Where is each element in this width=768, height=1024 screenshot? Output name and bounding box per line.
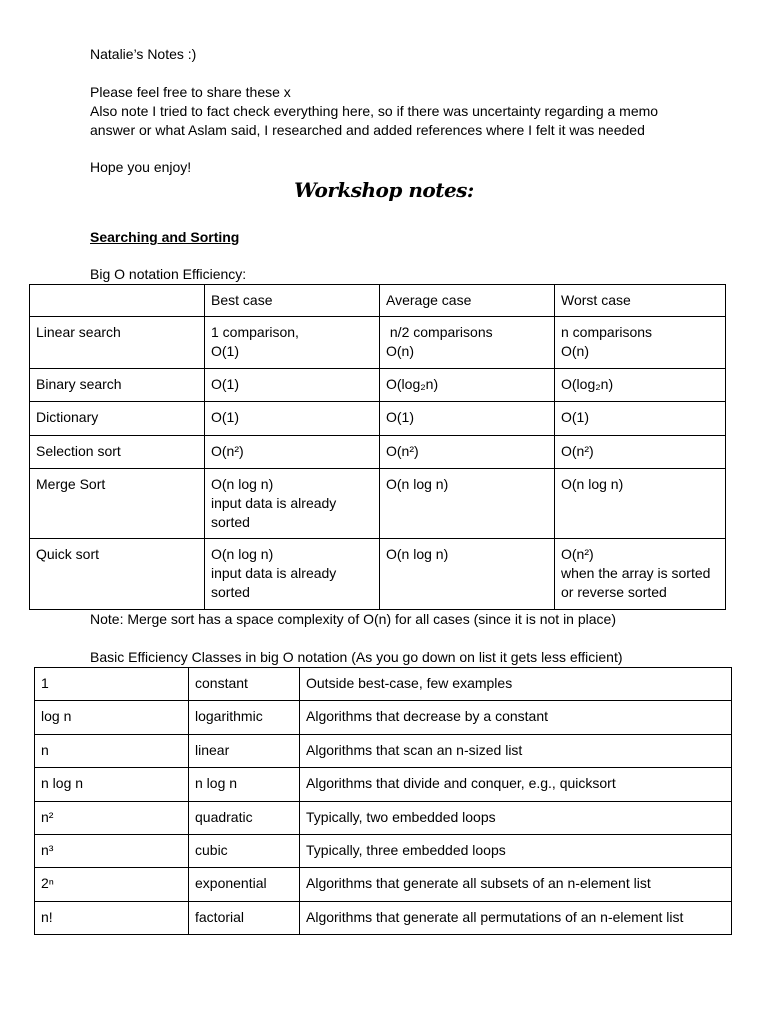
class-notation: 1 — [35, 668, 189, 701]
bigo-header-row — [30, 285, 726, 317]
average-case-cell: O(log₂n) — [380, 369, 555, 402]
note-line-1: Also note I tried to fact check everything here, so if there was uncertainty regarding a memo — [90, 103, 659, 119]
cell-line: O(n log n) — [211, 546, 274, 562]
cell-line: input data is already — [211, 495, 337, 511]
class-name: exponential — [189, 868, 300, 902]
algorithm-name: Selection sort — [30, 436, 205, 469]
cell-line: O(n) — [561, 343, 589, 359]
best-case-cell: O(n²) — [205, 436, 380, 469]
bigo-header-cell: Best case — [205, 285, 380, 317]
efficiency-classes-table — [34, 667, 732, 935]
class-description: Algorithms that divide and conquer, e.g., quicksort — [300, 768, 732, 802]
table-row — [30, 402, 726, 436]
worst-case-cell — [555, 539, 726, 610]
average-case-cell: O(n²) — [380, 436, 555, 469]
table-row — [35, 768, 732, 802]
average-case-cell: O(n log n) — [380, 539, 555, 610]
table-row — [30, 539, 726, 610]
class-name: linear — [189, 735, 300, 768]
enjoy-line: Hope you enjoy! — [90, 159, 192, 175]
cell-line: O(n log n) — [211, 476, 274, 492]
class-notation: n³ — [35, 835, 189, 868]
table-row — [35, 835, 732, 868]
section-heading: Searching and Sorting — [90, 229, 240, 245]
cell-line: sorted — [211, 514, 250, 530]
class-name: n log n — [189, 768, 300, 802]
note-line-2: answer or what Aslam said, I researched and added references where I felt it was needed — [90, 122, 645, 138]
class-notation: n! — [35, 902, 189, 935]
table-row — [35, 802, 732, 835]
bigo-caption: Big O notation Efficiency: — [90, 266, 247, 282]
bigo-header-cell: Average case — [380, 285, 555, 317]
worst-case-cell: O(1) — [555, 402, 726, 436]
class-description: Typically, two embedded loops — [300, 802, 732, 835]
class-description: Algorithms that generate all permutations of an n-element list — [300, 902, 732, 935]
class-description: Typically, three embedded loops — [300, 835, 732, 868]
cell-line: n comparisons — [561, 324, 653, 340]
bigo-header-cell — [30, 285, 205, 317]
algorithm-name: Merge Sort — [30, 469, 205, 539]
worst-case-cell: O(n log n) — [555, 469, 726, 539]
class-name: cubic — [189, 835, 300, 868]
table-row — [30, 436, 726, 469]
merge-sort-note: Note: Merge sort has a space complexity of O(n) for all cases (since it is not in place) — [90, 611, 616, 627]
cell-line: or reverse sorted — [561, 584, 667, 600]
worst-case-cell: O(n²) — [555, 436, 726, 469]
bigo-header-cell: Worst case — [555, 285, 726, 317]
algorithm-name: Dictionary — [30, 402, 205, 436]
class-description: Algorithms that decrease by a constant — [300, 701, 732, 735]
share-line: Please feel free to share these x — [90, 84, 291, 100]
algorithm-name: Quick sort — [30, 539, 205, 610]
cell-line: when the array is sorted — [561, 565, 711, 581]
class-name: factorial — [189, 902, 300, 935]
class-description: Algorithms that generate all subsets of an n-element list — [300, 868, 732, 902]
table-row — [30, 317, 726, 369]
class-description: Algorithms that scan an n-sized list — [300, 735, 732, 768]
workshop-title: Workshop notes: — [294, 178, 474, 202]
cell-line: sorted — [211, 584, 250, 600]
class-notation: n² — [35, 802, 189, 835]
class-name: quadratic — [189, 802, 300, 835]
cell-line: input data is already — [211, 565, 337, 581]
class-description: Outside best-case, few examples — [300, 668, 732, 701]
cell-line: 1 comparison, — [211, 324, 299, 340]
class-notation: log n — [35, 701, 189, 735]
best-case-cell — [205, 539, 380, 610]
table-row — [35, 668, 732, 701]
table-row — [30, 469, 726, 539]
table-row — [30, 369, 726, 402]
notes-title: Natalie’s Notes :) — [90, 46, 197, 62]
class-notation: 2ⁿ — [35, 868, 189, 902]
table-row — [35, 902, 732, 935]
worst-case-cell — [555, 317, 726, 369]
cell-line: O(n²) — [561, 546, 594, 562]
class-notation: n — [35, 735, 189, 768]
cell-line: O(n) — [386, 343, 414, 359]
table-row — [35, 868, 732, 902]
best-case-cell: O(1) — [205, 369, 380, 402]
average-case-cell: O(n log n) — [380, 469, 555, 539]
cell-line: O(1) — [211, 343, 239, 359]
table-row — [35, 701, 732, 735]
best-case-cell: O(1) — [205, 402, 380, 436]
worst-case-cell: O(log₂n) — [555, 369, 726, 402]
class-name: constant — [189, 668, 300, 701]
bigo-table — [29, 284, 726, 610]
class-name: logarithmic — [189, 701, 300, 735]
algorithm-name: Binary search — [30, 369, 205, 402]
table-row — [35, 735, 732, 768]
classes-caption: Basic Efficiency Classes in big O notation (As you go down on list it gets less efficient) — [90, 649, 623, 665]
cell-line: n/2 comparisons — [386, 324, 493, 340]
best-case-cell — [205, 317, 380, 369]
class-notation: n log n — [35, 768, 189, 802]
average-case-cell: O(1) — [380, 402, 555, 436]
average-case-cell — [380, 317, 555, 369]
best-case-cell — [205, 469, 380, 539]
algorithm-name: Linear search — [30, 317, 205, 369]
